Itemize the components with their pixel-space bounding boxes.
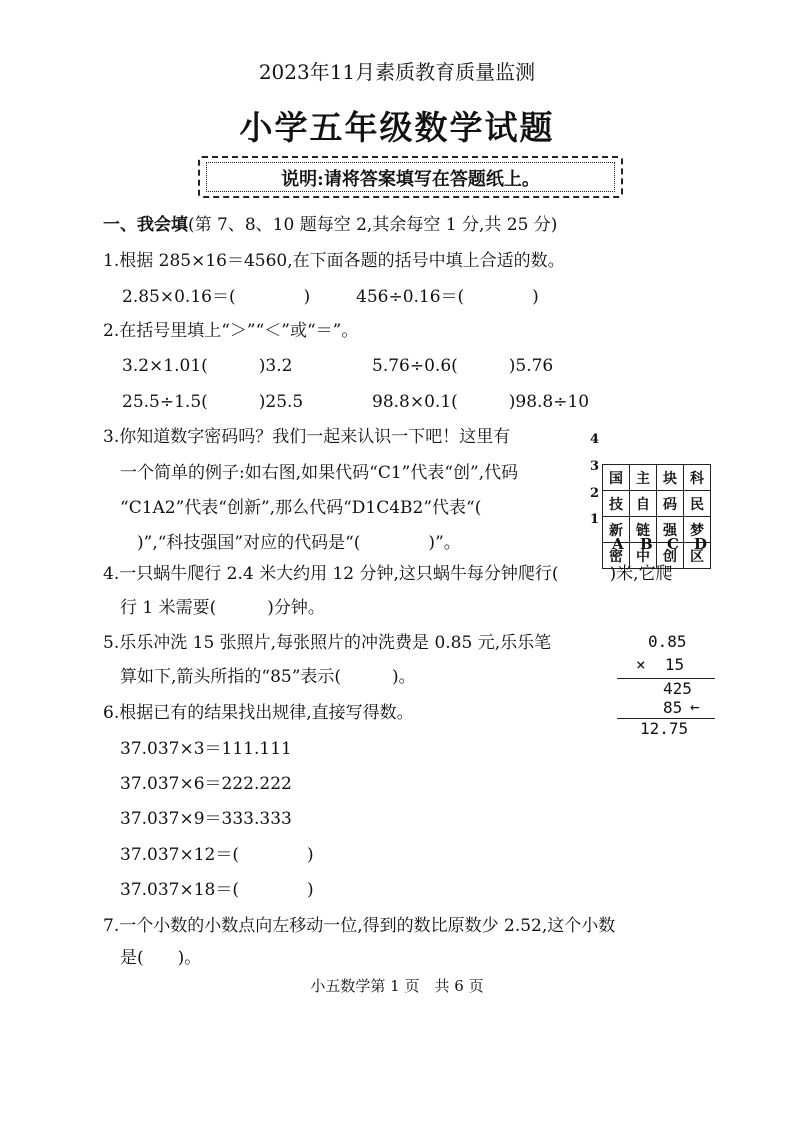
grid-col-label: D	[694, 535, 708, 553]
q3-line: 一个简单的例子:如右图,如果代码“C1”代表“创”,代码	[120, 463, 519, 483]
grid-cell: 主	[630, 465, 657, 491]
q2-item: 3.2×1.01( )3.2	[122, 356, 293, 376]
calc-partial-2: 85	[663, 698, 683, 717]
grid-col-label: A	[612, 535, 624, 553]
q7-line1: 7.一个小数的小数点向左移动一位,得到的数比原数少 2.52,这个小数	[103, 916, 616, 936]
q1-item-a: 2.85×0.16＝( )	[122, 287, 311, 307]
q3-line: “C1A2”代表“创新”,那么代码“D1C4B2”代表“(	[120, 498, 482, 518]
q1-stem: 1.根据 285×16＝4560,在下面各题的括号中填上合适的数。	[103, 251, 565, 271]
grid-cell: 民	[684, 491, 711, 517]
grid-cell: 区	[684, 543, 711, 569]
grid-cell: 国	[603, 465, 630, 491]
code-grid-table	[602, 464, 711, 569]
grid-row-label: 4	[590, 432, 600, 447]
grid-cell: 梦	[684, 517, 711, 543]
q5-line1: 5.乐乐冲洗 15 张照片,每张照片的冲洗费是 0.85 元,乐乐笔	[103, 633, 552, 653]
code-grid	[602, 426, 714, 565]
q4-line1: 4.一只蜗牛爬行 2.4 米大约用 12 分钟,这只蜗牛每分钟爬行( )米,它爬	[103, 564, 673, 584]
calc-multiplier: × 15	[636, 655, 685, 674]
q3-line: 3.你知道数字密码吗？我们一起来认识一下吧！这里有	[103, 427, 511, 447]
calc-result: 12.75	[640, 719, 689, 738]
q6-stem: 6.根据已有的结果找出规律,直接写得数。	[103, 703, 414, 723]
exam-subtitle: 2023年11月素质教育质量监测	[258, 60, 536, 84]
grid-col-label: B	[640, 535, 653, 553]
grid-cell: 码	[657, 491, 684, 517]
arrow-left-icon: ←	[690, 697, 700, 716]
q7-line2: 是( )。	[120, 948, 202, 968]
grid-cell: 新	[603, 517, 630, 543]
grid-cell: 技	[603, 491, 630, 517]
grid-cell: 自	[630, 491, 657, 517]
grid-cell: 中	[630, 543, 657, 569]
q2-item: 25.5÷1.5( )25.5	[122, 392, 304, 412]
section-heading	[103, 214, 557, 236]
section-title: 一、我会填	[103, 215, 188, 235]
grid-cell: 科	[684, 465, 711, 491]
grid-cell: 链	[630, 517, 657, 543]
grid-row-label: 1	[590, 512, 600, 527]
q5-line2: 算如下,箭头所指的“85”表示( )。	[120, 667, 416, 687]
q4-line2: 行 1 米需要( )分钟。	[120, 598, 325, 618]
grid-cell: 密	[603, 543, 630, 569]
q3-line: )”,“科技强国”对应的代码是“( )”。	[120, 533, 461, 553]
page-footer: 小五数学第 1 页 共 6 页	[310, 977, 484, 995]
notice-text: 说明:请将答案填写在答题纸上。	[281, 169, 540, 190]
calc-partial-1: 425	[663, 679, 692, 698]
q1-item-b: 456÷0.16＝( )	[356, 287, 539, 307]
grid-col-label: C	[667, 535, 679, 553]
grid-cell: 创	[657, 543, 684, 569]
q6-line: 37.037×12＝( )	[120, 845, 314, 865]
grid-row-label: 3	[590, 459, 600, 474]
q6-line: 37.037×6＝222.222	[120, 774, 292, 794]
q2-item: 98.8×0.1( )98.8÷10	[372, 392, 590, 412]
notice-box	[198, 156, 623, 198]
grid-row-label: 2	[590, 486, 600, 501]
q6-line: 37.037×3＝111.111	[120, 739, 292, 759]
exam-title: 小学五年级数学试题	[239, 108, 555, 147]
q2-item: 5.76÷0.6( )5.76	[372, 356, 554, 376]
section-note: (第 7、8、10 题每空 2,其余每空 1 分,共 25 分)	[188, 215, 558, 235]
q6-line: 37.037×18＝( )	[120, 880, 314, 900]
grid-cell: 块	[657, 465, 684, 491]
q2-stem: 2.在括号里填上“＞”“＜”或“＝”。	[103, 321, 359, 341]
calc-multiplicand: 0.85	[648, 632, 687, 651]
grid-cell: 强	[657, 517, 684, 543]
q6-line: 37.037×9＝333.333	[120, 809, 292, 829]
